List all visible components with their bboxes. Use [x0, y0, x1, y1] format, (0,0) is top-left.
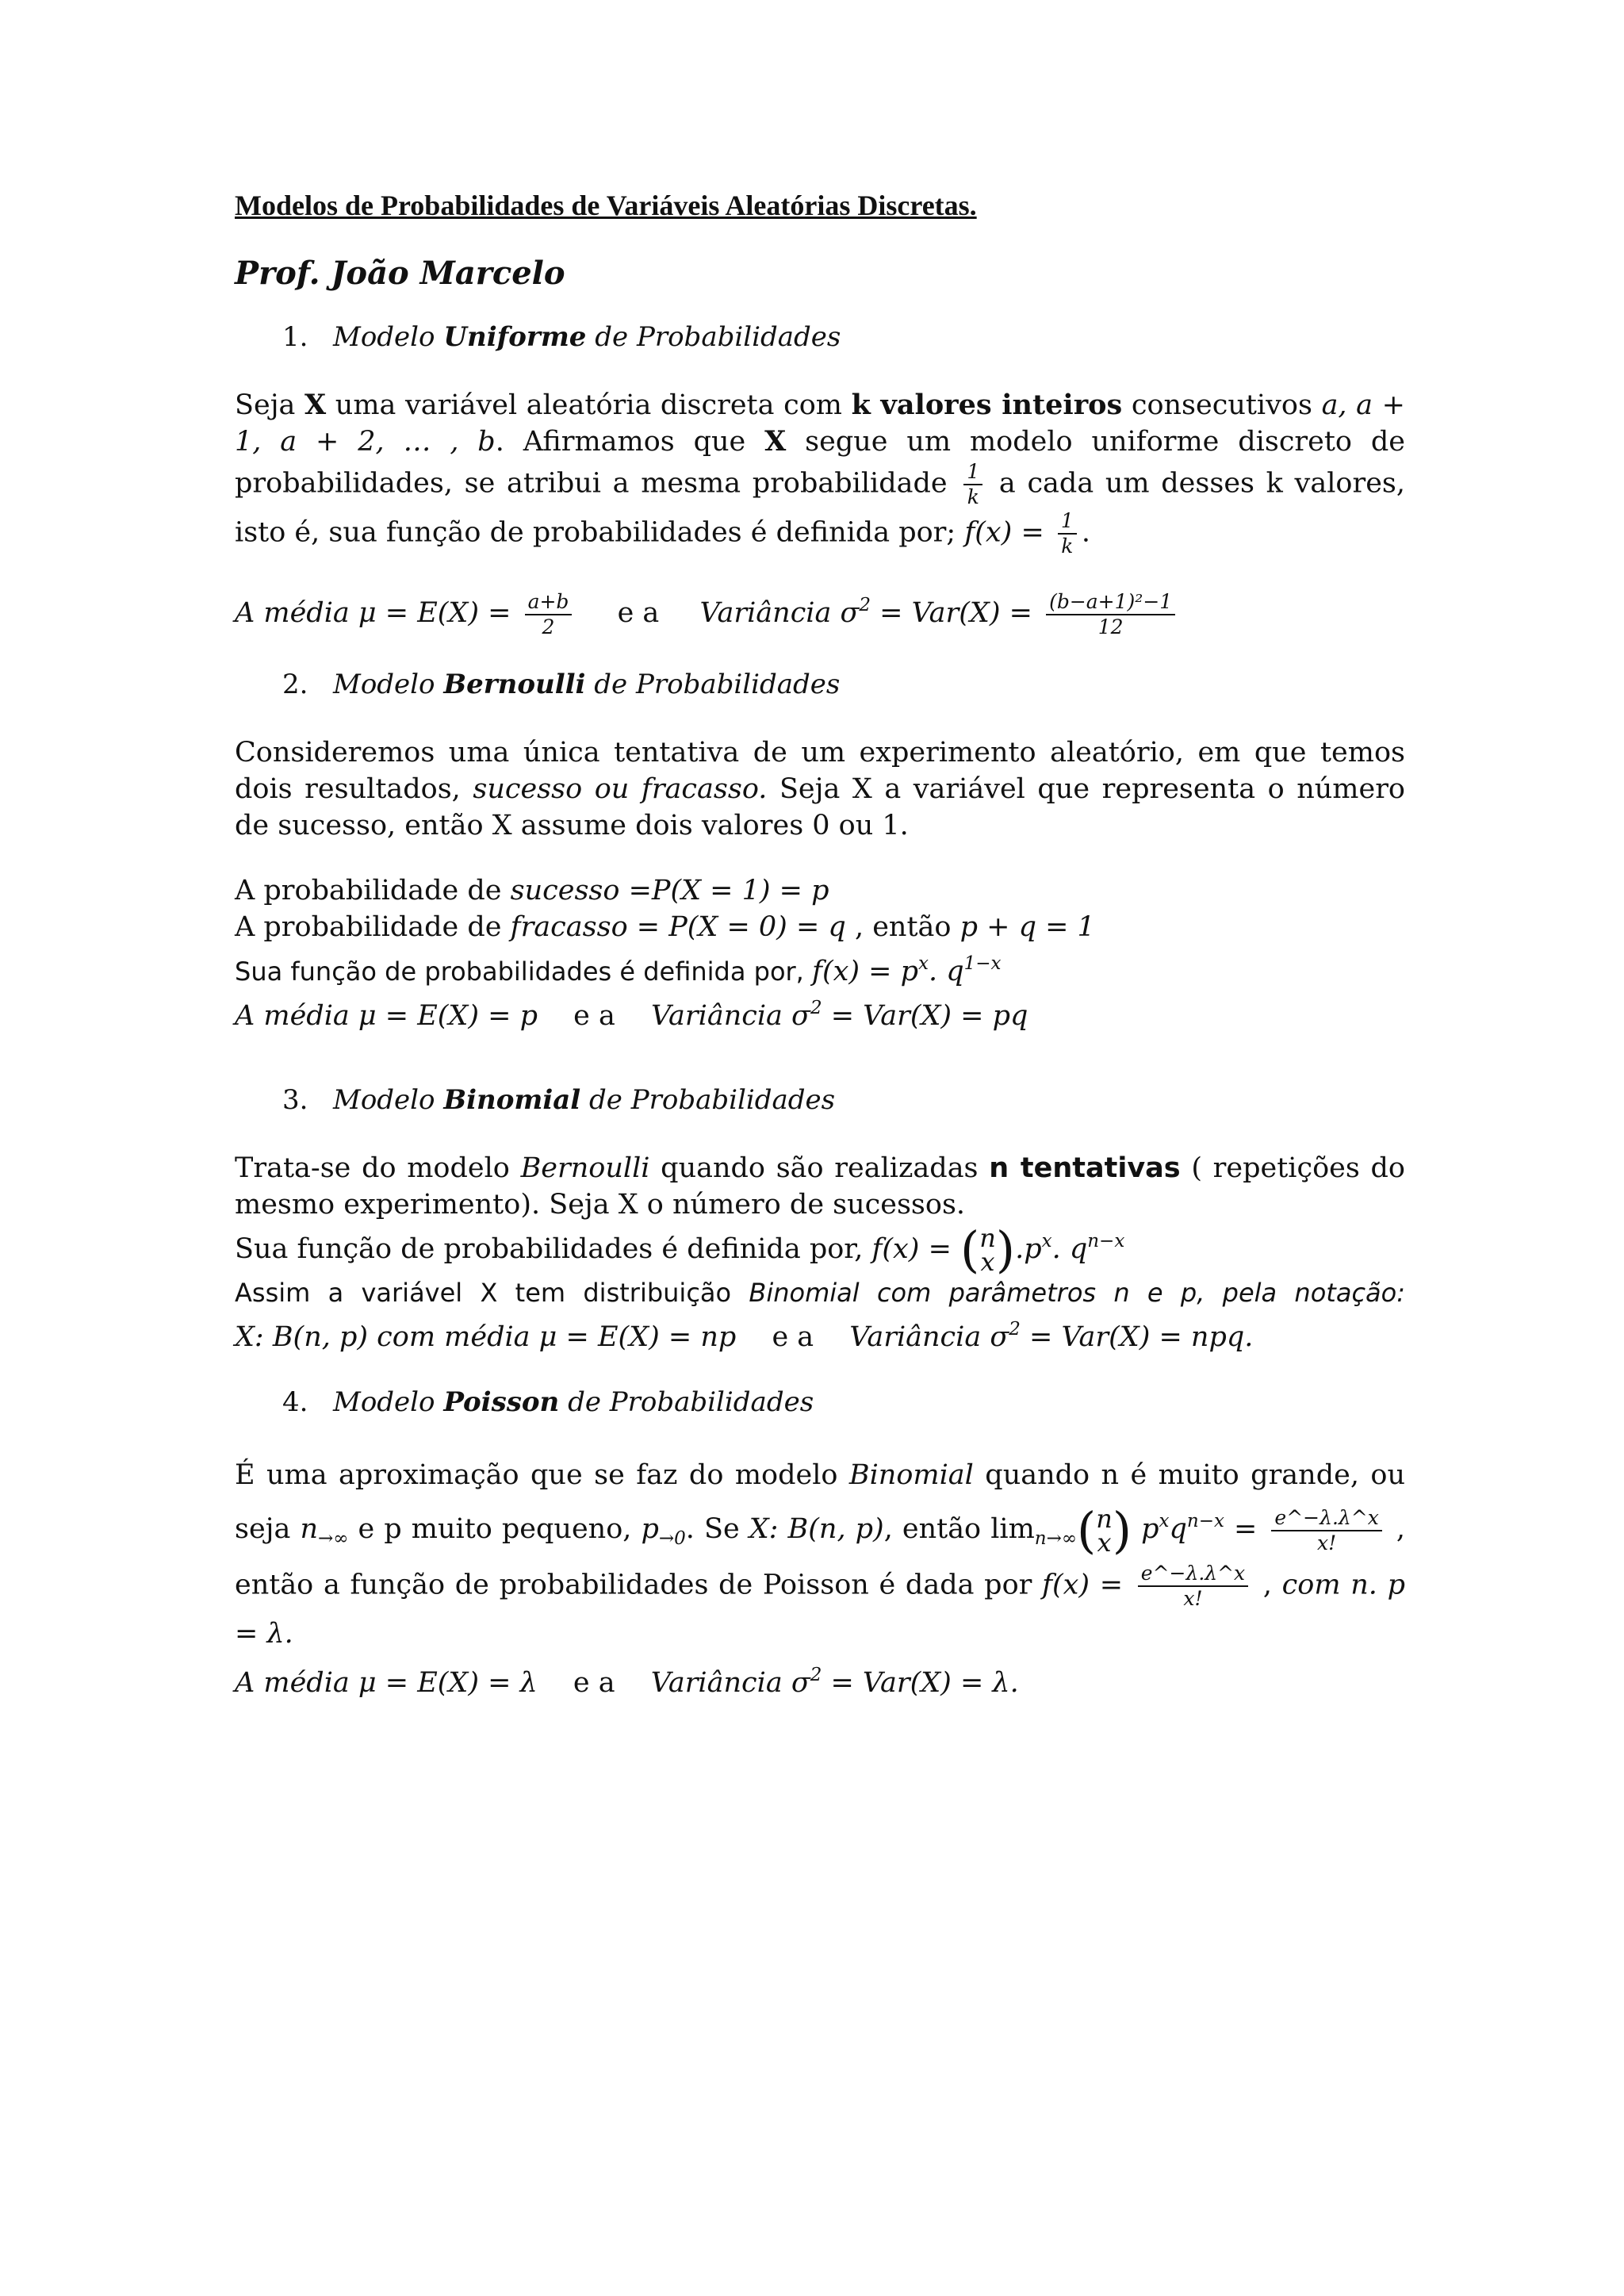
math: f(x) = [871, 1232, 961, 1265]
document-body [235, 187, 1405, 1701]
math-sequence: a, a + 1, a + 2, … , b [235, 389, 1405, 458]
math-sup: 2 [810, 997, 822, 1018]
fraction-numerator: e^−λ.λ^x [1271, 1506, 1381, 1531]
heading-text: Modelo [333, 1083, 444, 1116]
heading-text: de Probabilidades [580, 1083, 836, 1116]
section-1-number: 1. [282, 321, 308, 353]
section-2-number: 2. [282, 668, 308, 700]
math-sup: n−x [1087, 1230, 1125, 1251]
paren-left: ( [1077, 1501, 1097, 1559]
text-italic: Binomial com parâmetros n e p, pela notação: [749, 1278, 1406, 1308]
text-italic: Bernoulli [520, 1152, 650, 1184]
binomial-stack [1096, 1503, 1113, 1558]
fraction-numerator: a+b [525, 590, 573, 615]
math: q [1169, 1513, 1187, 1545]
math-variance: Variância σ [699, 597, 860, 629]
binomial-top: n [979, 1223, 996, 1253]
math-variance: = Var(X) = [871, 597, 1042, 629]
math: = P(X = 0) = q [627, 910, 846, 943]
math-sup: n−x [1186, 1511, 1224, 1531]
binomial-top: n [1096, 1503, 1113, 1534]
math: com n. p = λ. [235, 1569, 1405, 1650]
text-bold: X [304, 389, 327, 421]
section-1-formulas [235, 587, 1405, 639]
text: . Se [685, 1513, 749, 1545]
math: p [1132, 1513, 1159, 1545]
heading-model-name: Bernoulli [443, 668, 586, 700]
failure-line [235, 909, 1405, 945]
math-variance: = Var(X) = npq. [1020, 1321, 1254, 1353]
bernoulli-pmf-line [235, 945, 1405, 990]
text: Seja X a variável que representa o número de sucesso, então X assume dois valores 0 ou 1. [235, 772, 1406, 841]
fraction-denominator: 2 [542, 615, 555, 638]
heading-text: Modelo [333, 1386, 444, 1418]
fraction-denominator: x! [1317, 1531, 1337, 1554]
paren-right: ) [995, 1221, 1016, 1278]
math-mean: A média μ = E(X) = λ [235, 1667, 538, 1699]
section-1-paragraph [235, 387, 1405, 558]
binomial-stack [979, 1223, 996, 1277]
math-sub: →∞ [318, 1528, 349, 1549]
math-sup: 2 [859, 595, 871, 615]
math: .p [1015, 1232, 1042, 1265]
fraction-one-over-k [1058, 509, 1077, 558]
text: , então a função de probabilidades de Poisson é dada por [235, 1513, 1405, 1601]
math: n [300, 1513, 319, 1545]
math-variance: Variância σ [650, 999, 810, 1032]
math: =P(X = 1) = p [619, 874, 829, 907]
text: quando n é muito grande, ou seja [235, 1459, 1405, 1545]
math: = [1224, 1513, 1267, 1545]
text: , então [845, 910, 960, 943]
binomial-coefficient [1077, 1501, 1132, 1559]
paren-left: ( [960, 1221, 980, 1278]
math-sup: 2 [810, 1665, 822, 1685]
fraction-variance [1046, 590, 1175, 639]
text-italic: sucesso [510, 874, 620, 907]
math-variance: Variância σ [849, 1321, 1009, 1353]
text-e-a: e a [573, 999, 615, 1032]
text: É uma aproximação que se faz do modelo [235, 1459, 849, 1491]
binomial-notation-line [235, 1274, 1405, 1311]
math-sup: x [1041, 1230, 1052, 1251]
fraction-numerator: 1 [1058, 509, 1077, 535]
fraction-poisson [1271, 1506, 1381, 1555]
math-fx: f(x) = [1042, 1569, 1133, 1601]
text: Consideremos uma única tentativa de um experimento aleatório, em que temos dois resultados, [235, 736, 1405, 805]
text: Seja [235, 389, 305, 421]
math: p + q = 1 [959, 910, 1095, 943]
text: segue um modelo uniforme discreto de probabilidades, se atribui a mesma probabilidade [235, 426, 1405, 500]
section-2-paragraph [235, 734, 1405, 844]
math-sup: 1−x [963, 953, 1002, 974]
math-variance: = Var(X) = pq [822, 999, 1028, 1032]
fraction-denominator: k [1061, 535, 1074, 558]
heading-text: Modelo [333, 668, 444, 700]
math-variance: Variância σ [650, 1667, 810, 1699]
math-sub: →0 [658, 1528, 686, 1549]
math-fx: f(x) = [964, 516, 1053, 549]
binomial-bottom: x [980, 1247, 995, 1277]
text: A probabilidade de [235, 910, 511, 943]
text: Sua função de probabilidades é definida por, [235, 1232, 872, 1265]
section-3-heading [282, 1082, 1405, 1118]
math: . q [1051, 1232, 1088, 1265]
math-lim: lim [990, 1513, 1035, 1545]
fraction-numerator: (b−a+1)²−1 [1046, 590, 1175, 615]
text-e-a: e a [617, 597, 660, 629]
heading-text: Modelo [333, 321, 444, 353]
text: . Afirmamos que [495, 426, 765, 458]
spacer [235, 1034, 1405, 1082]
document-title: Modelos de Probabilidades de Variáveis Aleatórias Discretas. [235, 190, 977, 221]
fraction-numerator: e^−λ.λ^x [1138, 1562, 1248, 1587]
text: ( repetições do mesmo experimento). Seja X o número de sucessos. [235, 1152, 1405, 1221]
binomial-pmf-line [235, 1221, 1405, 1278]
text: e p muito pequeno, [358, 1513, 642, 1545]
math-mean: A média μ = E(X) = p [235, 999, 538, 1032]
math: f(x) = p [812, 955, 918, 987]
fraction-mean [525, 590, 573, 639]
success-line [235, 872, 1405, 909]
text-italic: fracasso [510, 910, 628, 943]
section-1-heading [282, 319, 1405, 355]
heading-text: de Probabilidades [585, 668, 841, 700]
binomial-coefficient [960, 1221, 1016, 1278]
section-4-paragraph [235, 1452, 1405, 1657]
binomial-mean-variance [235, 1311, 1405, 1355]
fraction-one-over-k [963, 460, 982, 509]
text-sans: Sua função de probabilidades é definida por, [235, 956, 813, 987]
math-sub: n→∞ [1034, 1528, 1078, 1549]
text: uma variável aleatória discreta com [326, 389, 852, 421]
math-sup: x [918, 953, 929, 974]
heading-model-name: Poisson [443, 1386, 560, 1418]
text: consecutivos [1122, 389, 1322, 421]
math: . q [928, 955, 964, 987]
text: quando são realizadas [649, 1152, 990, 1184]
fraction-poisson [1138, 1562, 1248, 1611]
bernoulli-mean-variance [235, 990, 1405, 1034]
text: Trata-se do modelo [235, 1152, 521, 1184]
section-4-number: 4. [282, 1386, 308, 1418]
text-italic: sucesso ou fracasso. [473, 772, 768, 805]
poisson-mean-variance [235, 1657, 1405, 1701]
heading-model-name: Uniforme [443, 321, 587, 353]
text: . [1081, 516, 1090, 549]
math-mean: A média μ = E(X) = [235, 597, 520, 629]
math: p [641, 1513, 659, 1545]
math-sup: 2 [1009, 1319, 1021, 1340]
fraction-denominator: k [967, 485, 979, 508]
binomial-bottom: x [1097, 1527, 1112, 1558]
math-mean: X: B(n, p) com média μ = E(X) = np [235, 1321, 737, 1353]
text-italic: Binomial [848, 1459, 974, 1491]
text-e-a: e a [772, 1321, 814, 1353]
fraction-numerator: 1 [963, 460, 982, 485]
text-bold: X [764, 425, 787, 458]
section-3-number: 3. [282, 1083, 308, 1116]
paren-right: ) [1112, 1501, 1132, 1559]
heading-text: de Probabilidades [559, 1386, 814, 1418]
heading-model-name: Binomial [443, 1083, 581, 1116]
section-4-heading [282, 1384, 1405, 1420]
fraction-denominator: 12 [1097, 615, 1124, 638]
text: , [1253, 1569, 1282, 1601]
text-bold: n tentativas [989, 1152, 1181, 1184]
math: X: B(n, p) [749, 1513, 884, 1545]
text-bold: k valores inteiros [851, 389, 1123, 421]
text: a cada um desses k valores, isto é, sua função de probabilidades é definida por; [235, 467, 1405, 549]
section-3-paragraph [235, 1150, 1405, 1223]
text-sans: Assim a variável X tem distribuição [235, 1278, 749, 1308]
text: , então [883, 1513, 991, 1545]
section-2-heading [282, 666, 1405, 703]
text-e-a: e a [573, 1667, 615, 1699]
author: Prof. João Marcelo [235, 255, 565, 292]
math-variance: = Var(X) = λ. [822, 1667, 1019, 1699]
text: A probabilidade de [235, 874, 511, 907]
math-sup: x [1159, 1511, 1170, 1531]
heading-text: de Probabilidades [586, 321, 841, 353]
fraction-denominator: x! [1183, 1587, 1203, 1610]
